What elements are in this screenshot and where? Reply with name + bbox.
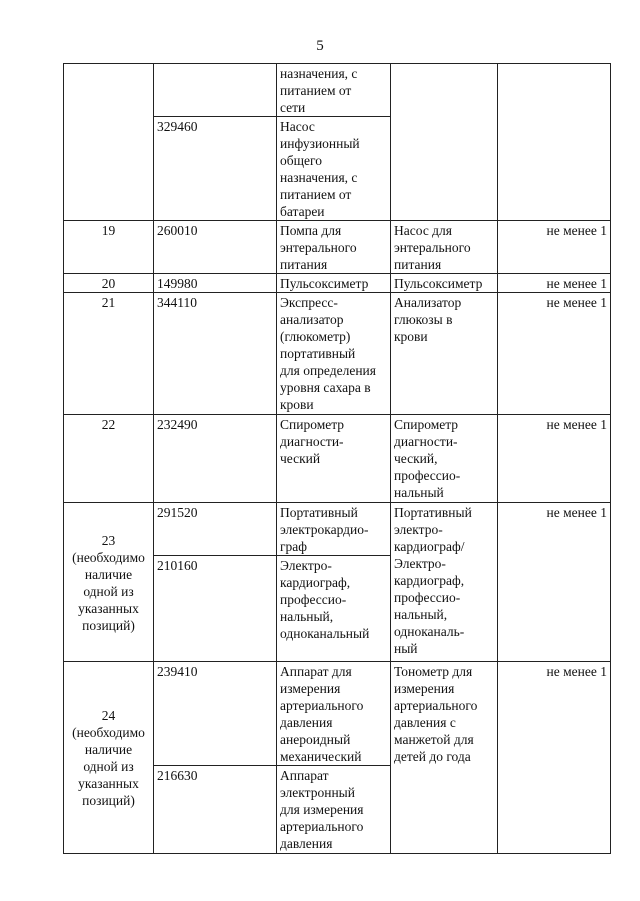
requirement-cell: не менее 1 (498, 662, 611, 854)
requirement-cell: не менее 1 (498, 221, 611, 274)
device-cell: Спирометр диагности- ческий, профессио- нальный (391, 415, 498, 503)
code-cell: 329460 (154, 117, 277, 221)
table-row (64, 221, 611, 274)
table-row (64, 662, 611, 766)
name-cell: Пульсоксиметр (277, 274, 391, 293)
requirement-cell: не менее 1 (498, 503, 611, 662)
code-cell: 216630 (154, 766, 277, 854)
table-row (64, 64, 611, 117)
table-row (64, 415, 611, 503)
number-cell: 24 (необходимо наличие одной из указанных позиций) (64, 662, 154, 854)
device-cell: Портативный электро- кардиограф/ Электро- кардиограф, профессио- нальный, одноканаль- ный (391, 503, 498, 662)
name-cell: Насос инфузионный общего назначения, с питанием от батареи (277, 117, 391, 221)
code-cell: 260010 (154, 221, 277, 274)
code-cell: 344110 (154, 293, 277, 415)
code-cell: 291520 (154, 503, 277, 556)
requirement-cell: не менее 1 (498, 293, 611, 415)
device-cell: Анализатор глюкозы в крови (391, 293, 498, 415)
requirement-cell: не менее 1 (498, 274, 611, 293)
name-cell: Аппарат для измерения артериального давления анероидный механический (277, 662, 391, 766)
equipment-table (63, 63, 611, 854)
name-cell: назначения, с питанием от сети (277, 64, 391, 117)
number-cell: 22 (64, 415, 154, 503)
name-cell: Портативный электрокардио- граф (277, 503, 391, 556)
device-cell: Пульсоксиметр (391, 274, 498, 293)
code-cell (154, 64, 277, 117)
number-cell: 20 (64, 274, 154, 293)
code-cell: 239410 (154, 662, 277, 766)
page-number: 5 (316, 38, 324, 54)
name-cell: Помпа для энтерального питания (277, 221, 391, 274)
name-cell: Спирометр диагности- ческий (277, 415, 391, 503)
code-cell: 149980 (154, 274, 277, 293)
code-cell: 210160 (154, 556, 277, 662)
name-cell: Электро- кардиограф, профессио- нальный, одноканальный (277, 556, 391, 662)
name-cell: Экспресс- анализатор (глюкометр) портативный для определения уровня сахара в крови (277, 293, 391, 415)
number-cell (64, 64, 154, 221)
number-cell: 23 (необходимо наличие одной из указанных позиций) (64, 503, 154, 662)
device-cell: Насос для энтерального питания (391, 221, 498, 274)
table-row (64, 293, 611, 415)
number-cell: 19 (64, 221, 154, 274)
requirement-cell (498, 64, 611, 221)
table-row (64, 503, 611, 556)
requirement-cell: не менее 1 (498, 415, 611, 503)
code-cell: 232490 (154, 415, 277, 503)
device-cell: Тонометр для измерения артериального давления с манжетой для детей до года (391, 662, 498, 854)
number-cell: 21 (64, 293, 154, 415)
table-row (64, 274, 611, 293)
name-cell: Аппарат электронный для измерения артериального давления (277, 766, 391, 854)
device-cell (391, 64, 498, 221)
